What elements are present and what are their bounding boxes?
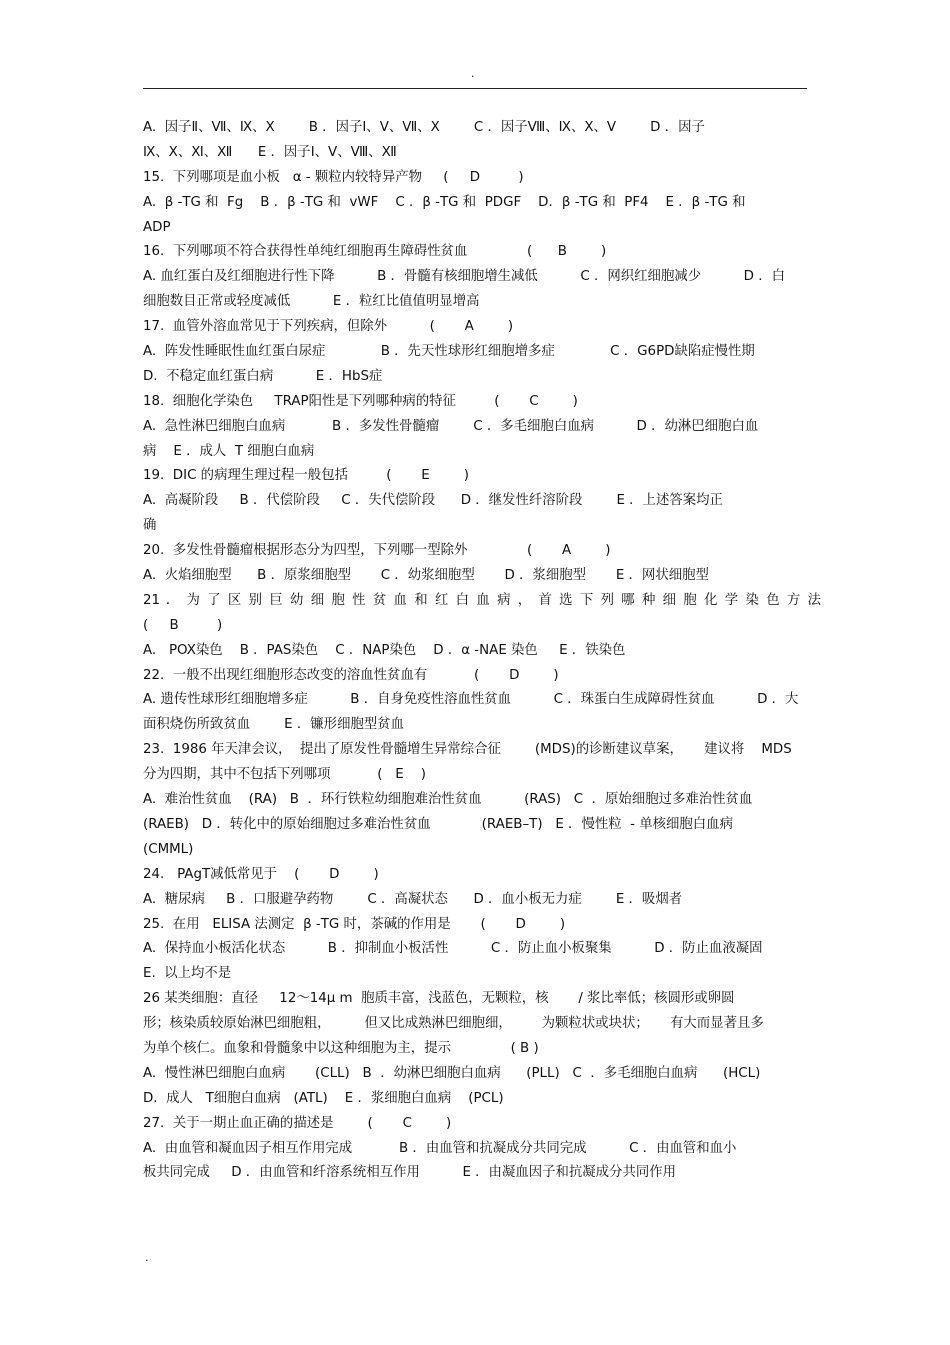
- text-line: A. 因子Ⅱ、Ⅶ、Ⅸ、Ⅹ B ．因子Ⅰ、Ⅴ、Ⅶ、Ⅹ C ．因子Ⅷ、Ⅸ、Ⅹ、Ⅴ D ．因子: [143, 120, 705, 135]
- question-line: 23. 1986 年天津会议， 提出了原发性骨髓增生异常综合征 (MDS)的诊断建议草案， 建议将 MDS: [143, 742, 792, 758]
- text-line: A. 火焰细胞型 B ．原浆细胞型 C ．幼浆细胞型 D ．浆细胞型 E ．网状细胞型: [143, 568, 709, 584]
- text-line: 确: [143, 518, 157, 534]
- text-line: D. 成人 T细胞白血病 (ATL) E ．浆细胞白血病 (PCL): [143, 1090, 504, 1106]
- text-line: A. 由血管和凝血因子相互作用完成 B ．由血管和抗凝成分共同完成 C ．由血管和血小: [143, 1140, 737, 1156]
- question-line: 27. 关于一期止血正确的描述是 ( C ): [143, 1115, 452, 1131]
- question-line: 21 ． 为 了 区 别 巨 幼 细 胞 性 贫 血 和 红 白 血 病 ， 首 选 下 列 哪 种 细 胞 化 学 染 色 方 法: [143, 592, 821, 608]
- text-line: 形；核染质较原始淋巴细胞粗， 但又比成熟淋巴细胞细， 为颗粒状或块状； 有大而显著且多: [143, 1016, 764, 1032]
- text-line: A. 高凝阶段 B ．代偿阶段 C ．失代偿阶段 D ．继发性纤溶阶段 E ．上述答案均正: [143, 493, 723, 509]
- text-line: ADP: [143, 219, 171, 235]
- header-mark: ·: [471, 70, 475, 83]
- text-line: 病 E ．成人 T 细胞白血病: [143, 443, 315, 459]
- question-line: 19. DIC 的病理生理过程一般包括 ( E ): [143, 468, 470, 484]
- text-line: D. 不稳定血红蛋白病 E ．HbS症: [143, 368, 383, 384]
- question-line: 26 某类细胞：直径 12～14μ m 胞质丰富，浅蓝色，无颗粒，核 / 浆比率低；核圆形或卵圆: [143, 991, 735, 1007]
- footer-mark: .: [145, 1251, 149, 1264]
- text-line: (CMML): [143, 841, 194, 857]
- text-line: (RAEB) D ．转化中的原始细胞过多难治性贫血 (RAEB–T) E ．慢性粒 - 单核细胞白血病: [143, 816, 733, 832]
- text-line: A. 急性淋巴细胞白血病 B ．多发性骨髓瘤 C ．多毛细胞白血病 D ．幼淋巴细胞白血: [143, 418, 759, 434]
- text-line: 分为四期，其中不包括下列哪项 ( E ): [143, 767, 426, 783]
- text-line: 细胞数目正常或轻度减低 E ．粒红比值值明显增高: [143, 294, 480, 310]
- question-line: 17. 血管外溶血常见于下列疾病，但除外 ( A ): [143, 319, 514, 335]
- text-line: ( B ): [143, 617, 223, 633]
- text-line: A. 糖尿病 B ．口服避孕药物 C ．高凝状态 D ．血小板无力症 E ．吸烟者: [143, 891, 683, 907]
- text-line: A. 难治性贫血 (RA) B ．环行铁粒幼细胞难治性贫血 (RAS) C ．原始细胞过多难治性贫血: [143, 792, 753, 808]
- text-line: A. 慢性淋巴细胞白血病 (CLL) B ．幼淋巴细胞白血病 (PLL) C ．多毛细胞白血病 (HCL): [143, 1065, 761, 1081]
- question-line: 22. 一般不出现红细胞形态改变的溶血性贫血有 ( D ): [143, 667, 559, 683]
- text-line: A. 阵发性睡眠性血红蛋白尿症 B ．先天性球形红细胞增多症 C ．G6PD缺陷症慢性期: [143, 344, 755, 360]
- question-line: 24. PAgT减低常见于 ( D ): [143, 866, 379, 882]
- text-line: E. 以上均不是: [143, 966, 232, 982]
- text-line: A. 遗传性球形红细胞增多症 B ．自身免疫性溶血性贫血 C ．珠蛋白生成障碍性贫血 D ．大: [143, 692, 799, 708]
- text-line: 板共同完成 D ．由血管和纤溶系统相互作用 E ．由凝血因子和抗凝成分共同作用: [143, 1165, 677, 1181]
- text-line: A. POX染色 B ．PAS染色 C ．NAP染色 D ．α -NAE 染色 E ．铁染色: [143, 642, 626, 658]
- text-line: A. β -TG 和 Fg B ．β -TG 和 vWF C ．β -TG 和 PDGF D．β -TG 和 PF4 E ．β -TG 和: [143, 194, 746, 210]
- text-line: A. 保持血小板活化状态 B ．抑制血小板活性 C ．防止血小板聚集 D ．防止血液凝固: [143, 941, 763, 957]
- question-line: 16. 下列哪项不符合获得性单纯红细胞再生障碍性贫血 ( B ): [143, 244, 607, 260]
- text-line: 为单个核仁。血象和骨髓象中以这种细胞为主，提示 ( B ): [143, 1040, 539, 1056]
- question-line: 20. 多发性骨髓瘤根据形态分为四型，下列哪一型除外 ( A ): [143, 543, 611, 559]
- question-line: 25. 在用 ELISA 法测定 β -TG 时，茶碱的作用是 ( D ): [143, 916, 566, 932]
- header-rule: [143, 88, 807, 89]
- document-body: [143, 116, 821, 1186]
- text-line: Ⅸ、Ⅹ、Ⅺ、Ⅻ E ．因子Ⅰ、Ⅴ、Ⅷ、Ⅻ: [143, 144, 397, 160]
- question-line: 18. 细胞化学染色 TRAP阳性是下列哪种病的特征 ( C ): [143, 393, 578, 409]
- text-line: 面积烧伤所致贫血 E ．镰形细胞型贫血: [143, 717, 405, 733]
- text-line: A. 血红蛋白及红细胞进行性下降 B ．骨髓有核细胞增生减低 C ．网织红细胞减少 D ．白: [143, 269, 786, 285]
- question-line: 15. 下列哪项是血小板 α - 颗粒内较特异产物 ( D ): [143, 169, 524, 185]
